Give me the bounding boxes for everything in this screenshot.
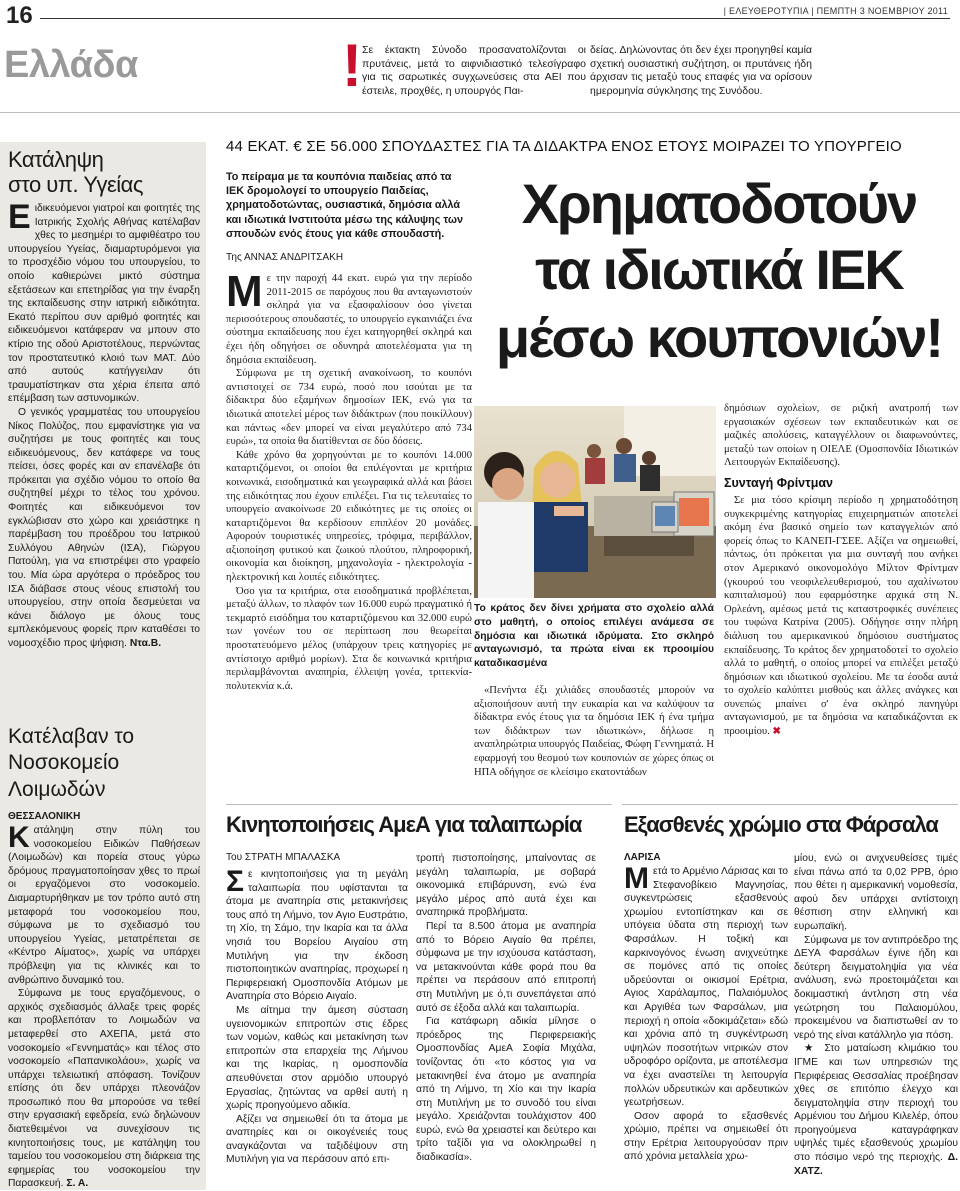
amea-byline: Του ΣΤΡΑΤΗ ΜΠΑΛΑΣΚΑ xyxy=(226,852,341,863)
farsala-top-rule xyxy=(622,804,958,805)
story2-signature: Σ. Α. xyxy=(66,1178,89,1190)
main-headline xyxy=(484,172,954,372)
main-col2-p1: «Πενήντα έξι χιλιάδες σπουδαστές μπορούν να αξιοποιήσουν αυτή την ευκαιρία και να καλύψουν τα δίδακτρα ενός έτους για τα δημόσια ΙΕΚ ή ένα τμήμα των διδάκτρων των ιδιωτικών», δήλωσε η αναπληρώτρια υπουργός Παιδείας, Φώφη Γεννηματά. Η εφαρμογή του θεσμού των κουπονιών σε χώρες όπως οι ΗΠΑ οδήγησε σε κλείσιμο εκατοντάδων xyxy=(474,685,714,778)
farsala-col1 xyxy=(624,852,788,1164)
story2-dateline: ΘΕΣΣΑΛΟΝΙΚΗ xyxy=(8,811,81,822)
story1-dropcap: Ε xyxy=(8,198,31,236)
amea-col2-p2: Περί τα 8.500 άτομα με αναπηρία από το Βόρειο Αιγαίο θα πρέπει, σύμφωνα με την ισχύουσα κατάσταση, να μετακινούνται κάθε φορά που θα πρέπει να περάσουν από επιτροπή στη Μυτιλήνη με ό,τι συνεπάγεται από αυτό σε έξοδα αλλά και ταλαιπωρία. xyxy=(416,920,596,1014)
story1-title-line2: στο υπ. Υγείας xyxy=(8,172,143,197)
farsala-col1-p2: Οσον αφορά το εξασθενές χρώμιο, πρέπει να σημειωθεί ότι στην Ερέτρια λειτουργούσαν πριν από χρόνια μεταλλεία χρω- xyxy=(624,1110,788,1163)
amea-headline: Κινητοποιήσεις ΑμεΑ για ταλαιπωρία xyxy=(226,812,582,837)
sidebar-story-1 xyxy=(8,148,200,651)
farsala-col2-p3: ★ Στο ματαίωση κλιμάκιο του ΙΓΜΕ και των υπηρεσιών της Περιφέρειας Θεσσαλίας προέβησαν χθες σε επιτόπιο έλεγχο και δειγματοληψία στην περιοχή του Αρμένιου του Δήμου Κιλελέρ, όπου προηγούμενα καταγράφηκαν υψηλές τιμές εξασθενούς χρωμίου στο πόσιμο νερό της περιοχής. Δ. ΧΑΤΖ. xyxy=(794,1043,958,1177)
story1-signature: Ντα.Β. xyxy=(129,638,162,649)
amea-col2-p1: τροπή πιστοποίησης, μπαίνοντας σε μεγάλη ταλαιπωρία, με σοβαρά οικονομικά επιβάρυνση, ενώ ένα μεγάλο μέρος από αυτά έχει και αναπηρικά προβλήματα. xyxy=(416,853,596,919)
main-dropcap: Μ xyxy=(226,267,263,316)
amea-col2 xyxy=(416,852,596,1165)
story1-title-line1: Κατάληψη xyxy=(8,147,104,172)
section-title: Ελλάδα xyxy=(4,44,138,86)
amea-col1-p2: Με αίτημα την άμεση σύσταση υγειονομικών επιτροπών στις έδρες των νομών, καθώς και μετακίνηση των επιτροπών στα επαρχεία της Λήμνου και της Ικαρίας, η ομοσπονδία απευθύνεται στον αρμόδιο υπουργό Εργασίας, ζητώντας να αρθεί αυτή η χωρίς προηγούμενο αδικία. xyxy=(226,1004,408,1112)
farsala-dateline: ΛΑΡΙΣΑ xyxy=(624,852,661,863)
main-subhead: Συνταγή Φρίντμαν xyxy=(724,475,833,490)
amea-top-rule xyxy=(226,804,612,805)
sidebar-story-2 xyxy=(8,724,200,1191)
main-col1 xyxy=(226,267,472,693)
amea-col1 xyxy=(226,865,408,1167)
main-col3-p1: δημόσιων σχολείων, σε ριζική ανατροπή των εργασιακών σχέσεων των εκπαιδευτικών και σε μαζικές απολύσεις, καταγγέλλουν οι διαφωνούντες, μεταξύ των οποίων η ΟΙΕΛΕ (Ομοσπονδία Ιδιωτικών Λειτουργών Εκπαίδευσης). xyxy=(724,403,958,469)
main-col3 xyxy=(724,402,958,739)
headline-line2: τα ιδιωτικά ΙΕΚ xyxy=(535,238,903,301)
main-col3-p2: Σε μια τόσο κρίσιμη περίοδο η χρηματοδότηση συγκεκριμένης κατηγορίας επιχειρηματιών αποτελεί ακόμη ένα βασικό σημείο των καταγγελιών από φορείς όπως το ΚΑΝΕΠ-ΓΣΕΕ. Αξίζει να σημειωθεί, πάντως, ότι πρόκειται για μια συνταγή που ανήκει στον Αμερικανό οικονομολόγο Μίλτον Φρίντμαν (γκουρού του νεοφιλελευθερισμού, του αχαλίνωτου καπιταλισμού) που εφαρμόστηκε αρχικά στη Ν. Ορλεάνη, αμέσως μετά τις καταστροφικές συνέπειες του τυφώνα Κατρίνα (2005). Οδήγησε στην πλήρη διάλυση του αμερικανικού δημόσιου συστήματος εκπαίδευσης. Το κράτος δεν χρηματοδοτεί το σχολείο αλλά το μαθητή, ο οποίος μπορεί να επιλέξει μεταξύ δημόσιων και ιδιωτικού σχολείου. Με τα έσοδα αυτά το σχολείο καλύπτει μισθούς και άλλες ανάγκες και συνεπώς μπαίνει σ' ένα σκληρό πανηγύρι ανταγωνισμού, με τα δημόσια να καταδικάζονται εκ προοιμίου. ✖ xyxy=(724,494,958,738)
brief-col2: δείας. Δηλώνοντας ότι δεν έχει προηγηθεί καμία σχετική ουσιαστική συζήτηση, οι πρυτάνεις ήδη άρχισαν τις μεταξύ τους επαφές για να ορίσουν ημερομηνία σύγκλησης της Συνόδου. xyxy=(590,44,812,97)
main-kicker: 44 ΕΚΑΤ. € ΣΕ 56.000 ΣΠΟΥΔΑΣΤΕΣ ΓΙΑ ΤΑ ΔΙΔΑΚΤΡΑ ΕΝΟΣ ΕΤΟΥΣ ΜΟΙΡΑΖΕΙ ΤΟ ΥΠΟΥΡΓΕΙΟ xyxy=(226,138,902,155)
farsala-col2-p1: μίου, ενώ οι ανιχνευθείσες τιμές είναι πάνω από τα 0,02 PPB, όριο που θέτει η αμερικανική νομοθεσία, αφού δεν υπάρχει αντίστοιχη θέσπιση στην ελληνική και ευρωπαϊκή. xyxy=(794,853,958,932)
story2-dropcap: Κ xyxy=(8,821,30,854)
story2-title-line1: Κατέλαβαν το xyxy=(8,725,135,748)
farsala-headline: Εξασθενές χρώμιο στα Φάρσαλα xyxy=(624,812,938,837)
main-col1-p3: Κάθε χρόνο θα χορηγούνται με το κουπόνι 14.000 καταρτιζόμενοι, οι οποίοι θα επιλέγονται με κριτήρια κοινωνικά, εισοδηματικά και γεωγραφικά αλλά και βάσει της ειδικότητας που έχουν επιλέξει. Για τις τελευταίες το υπουργείο ανακοίνωσε 20 ειδικότητες με τις οποίες οι καταρτιζόμενοι θα κερδίσουν επιπλέον 20 μονάδες. Αφορούν τουριστικές υπηρεσίες, τρόφιμα, περιβάλλον, αξιοποίηση φυτικού και ζωικού πλούτου, πληροφορική, οικονομία και διοίκηση, μηχανολογία - ηλεκτρολογία - ηλεκτρονική και λοιπές ειδικότητες. xyxy=(226,449,472,584)
exclamation-icon: ! xyxy=(342,32,362,99)
amea-col2-p3: Για κατάφωρη αδικία μίλησε ο πρόεδρος της Περιφερειακής Ομοσπονδίας ΑμεΑ Σοφία Μιχάλα, τονίζοντας ότι «το κόστος για να μετακινηθεί ένα άτομο με αναπηρία από τη Λήμνο, τη Χίο και την Ικαρία στη Μυτιλήνη με το συνοδό του είναι μεγάλο. Χρειάζονται τουλάχιστον 400 ευρώ, ενώ θα χρειαστεί και δεύτερο και τρίτο ταξίδι για να ολοκληρωθεί η διαδικασία». xyxy=(416,1016,596,1164)
header-rule xyxy=(40,18,950,19)
main-byline: Της ΑΝΝΑΣ ΑΝΔΡΙΤΣΑΚΗ xyxy=(226,252,344,263)
classroom-photo-image xyxy=(474,406,716,598)
story1-para1: Ειδικευόμενοι γιατροί και φοιτητές της Ιατρικής Σχολής Αθήνας κατέλαβαν χθες το μεσημέρι το αμφιθέατρο του υπουργείου Υγείας, διαμαρτυρόμενοι για το προσχέδιο νόμου του υπουργείου, το οποίο καθιερώνει μικτό σύστημα εξετάσεων και επετηρίδας για την έναρξη της εκπαίδευσης στην ιατρική ειδικότητα. Εκατό περίπου συν αριθμό φοιτητές και ειδικευόμενοι κατάφεραν να μπουν στο κτίριο της οδού Αριστοτέλους, περνώντας τον προστατευτικό κλοιό των ΜΑΤ. Δύο από αυτούς κατήγγειλαν ότι τραυματίστηκαν στα χέρια έπειτα από επέμβαση των αστυνομικών. xyxy=(8,198,200,405)
story2-para1: Κατάληψη στην πύλη του νοσοκομείου Ειδικών Παθήσεων (Λοιμωδών) και πορεία στους γύρω δρόμους πραγματοποίησαν χθες το πρωί οι εργαζόμενοι στο νοσοκομείο. Διαμαρτυρήθηκαν με τον τρόπο αυτό στη μεταφορά του νοσοκομείου που, σύμφωνα με το σχεδιασμό του υπουργείου Υγείας, μετατρέπεται σε «Κέντρο Αίματος», χωρίς να υπάρχει πρόβλεψη για τις κλινικές και το ανθρώπινο δυναμικό του. xyxy=(8,821,200,986)
main-col1-p4: Όσο για τα κριτήρια, στα εισοδηματικά προβλέπεται, μεταξύ άλλων, το πλαφόν των 16.000 ευρώ πραγματικό ή τεκμαρτό εισόδημα του καταρτιζόμενου και 32.000 ευρώ των γονέων του σε περίπτωση που θεωρείται προστατευόμενο μέλος (υπάρχουν τρεις κατηγορίες με αντίστοιχο αριθμό μορίων). Στα δε κοινωνικά κριτήρια περιλαμβάνονται αναπηρία, έλλειψη γονέα, τριτεκνία-πολυτεκνία κ.ά. xyxy=(226,585,472,692)
farsala-col1-p1: Μετά το Αρμένιο Λάρισας και το Στεφανοβίκειο Μαγνησίας, συγκεντρώσεις εξασθενούς χρωμίου εντοπίστηκαν και σε υπόγεια ύδατα στη περιοχή των Φαρσάλων. Η τοξική και καρκινογόνος ένωση ανιχνεύτηκε σε πομόνες από τις οποίες υδρεύονται οι οικισμοί Ερέτρια, Αγιος Χαράλαμπος, Παλαιόμυλος και Αργιθέα των Φαρσάλων, μια περιοχή η οποία «δοκιμάζεται» εδώ και χρόνια από τη συγκέντρωση υψηλών ποσοτήτων νιτρικών στον υδροφόρο ορίζοντα, με αποτέλεσμα να έχει αναστείλει τη λειτουργία πολλών υδρευτικών και αρδευτικών γεωτρήσεων. xyxy=(624,862,788,1109)
classroom-photo xyxy=(474,406,716,598)
page-number: 16 xyxy=(6,2,33,29)
story1-para2: Ο γενικός γραμματέας του υπουργείου Νίκος Πολύζος, που εμφανίστηκε για να συζητήσει με τους φοιτητές και τους ειδικευόμενους, δεν κατάφερε να τους πείσει, όσες φορές και αν επανέλαβε ότι πρόκειται για σχέδιο νόμου το οποίο θα συζητηθεί μέχρι το τέλος του χρόνου. Φοιτητές και ειδικευόμενοι τον εγκλώβισαν στο χώρο και χρειάστηκε η παρέμβαση του προέδρου του Ιατρικού Συλλόγου Αθηνών (ΙΣΑ), Γιώργου Πατούλη, για να επιστρέψει στο γραφείο του. Μία ώρα αργότερα ο πρόεδρος του ΙΣΑ διάβασε στους νέους επιστολή του υπουργείου, στην οποία δεσμεύεται να κάνει διάλογο με όλους τους εμπλεκόμενους φορείς πριν καταθέσει το νομοσχέδιο προς ψήφιση. Ντα.Β. xyxy=(8,406,200,649)
brief-col1: Σε έκτακτη Σύνοδο προσανατολίζονται οι πρυτάνεις, μετά το αιφνιδιαστικό τελεσίγραφο για τις σαρωτικές συγχωνεύσεις στα ΑΕΙ που έστειλε, προχθές, η υπουργός Παι- xyxy=(362,44,586,97)
farsala-col2 xyxy=(794,852,958,1178)
header-bottom-rule xyxy=(0,112,960,113)
amea-dropcap: Σ xyxy=(226,865,245,898)
story2-para2: Σύμφωνα με τους εργαζόμενους, ο αρχικός σχεδιασμός άλλαξε τρεις φορές και προβλεπόταν το Λοιμωδών να μεταφερθεί στο ΑΧΕΠΑ, μετά στο νοσοκομείο «Γεννηματάς» και τέλος στο νοσοκομείο «Παπανικολάου», χωρίς να υπάρχει τελειωτική απόφαση. Τονίζουν επίσης ότι δεν υπάρχει πλεονάζον προσωπικό που θα μπορούσε να τεθεί στην εργασιακή εφεδρεία, ενώ δηλώνουν διατεθειμένοι να συνεχίσουν τις κινητοποιήσεις τους, με κατάληψη του ταμείου του νοσοκομείου στη διάρκεια της εφημερίας του νοσοκομείου την Παρασκευή. Σ. Α. xyxy=(8,988,200,1190)
photo-caption: Το κράτος δεν δίνει χρήματα στο σχολείο αλλά στο μαθητή, ο οποίος επιλέγει ανάμεσα σε δημόσια και ιδιωτικά ιδρύματα. Στο σκληρό ανταγωνισμό, τα πρώτα είναι εκ προοιμίου καταδικασμένα xyxy=(474,603,714,670)
story2-title-line2: Νοσοκομείο Λοιμωδών xyxy=(8,751,120,801)
main-col1-p2: Σύμφωνα με τη σχετική ανακοίνωση, το κουπόνι αντιστοιχεί σε 734 ευρώ, ποσό που ισούται με τα δίδακτρα δύο εξαμήνων δημοσίων ΙΕΚ, ενώ για τα ιδιωτικά αποτελεί μέρος των διδάκτρων (που ποικίλλουν) και πάντως «δεν μπορεί να είναι μεγαλύτερο από 734 ευρώ», τα οποία θα διατίθενται σε δύο δόσεις. xyxy=(226,368,472,448)
farsala-signature: Δ. ΧΑΤΖ. xyxy=(794,1152,958,1177)
farsala-col2-p2: Σύμφωνα με τον αντιπρόεδρο της ΔΕΥΑ Φαρσάλων έγινε ήδη και δεύτερη δειγματοληψία για νέα ανάλυση, ενώ προετοιμάζεται και δοκιμαστική άντληση στη νέα γεώτρηση του Παλαιομύλου, προκειμένου να διαπιστωθεί αν το νερό της είναι κατάλληλο για πόση. xyxy=(794,934,958,1041)
amea-col1-p3: Αξίζει να σημειωθεί ότι τα άτομα με αναπηρίες και οι οικογένειές τους αναγκάζονται να ταξιδέψουν στη Μυτιλήνη για να περάσουν από επι- xyxy=(226,1113,408,1166)
main-lead: Το πείραμα με τα κουπόνια παιδείας από τα ΙΕΚ δρομολογεί το υπουργείο Παιδείας, χρηματοδοτώντας, ουσιαστικά, δημόσια αλλά και ιδιωτικά Ινστιτούτα μέσω της κάλυψης των σπουδών ενός έτους για κάθε σπουδαστή. xyxy=(226,171,463,240)
headline-line1: Χρηματοδοτούν xyxy=(521,172,917,235)
main-col1-p1: Με την παροχή 44 εκατ. ευρώ για την περίοδο 2011-2015 σε παρόχους που θα ανταγωνιστούν σκληρά για να εξασφαλίσουν όσο γίνεται περισσότερους σπουδαστές, το υπουργείο εγκαινιάζει ένα σύστημα εκπαίδευσης που έχει κατηγορηθεί σκληρά και έχει ήδη οδηγήσει σε οδυνηρά αποτελέσματα για τη δημόσια εκπαίδευση. xyxy=(226,267,472,366)
amea-col1-p1: Σε κινητοποιήσεις για τη μεγάλη ταλαιπωρία που υφίστανται τα άτομα με αναπηρία στις μετακινήσεις τους από τη Λήμνο, τον Αγιο Ευστράτιο, τη Χίο, τη Σάμο, την Ικαρία και τα άλλα νησιά του Βορείου Αιγαίου στη Μυτιλήνη για την έκδοση πιστοποιητικών αναπηρίας, προχωρεί η Περιφερειακή Ομοσπονδία Ατόμων με Αναπηρία στο Βόρειο Αιγαίο. xyxy=(226,865,408,1003)
farsala-dropcap: Μ xyxy=(624,862,649,895)
end-mark-icon: ✖ xyxy=(772,726,781,738)
masthead: | ΕΛΕΥΘΕΡΟΤΥΠΙΑ | ΠΕΜΠΤΗ 3 ΝΟΕΜΒΡΙΟΥ 2011 xyxy=(723,6,948,16)
headline-line3: μέσω κουπονιών! xyxy=(495,306,943,369)
